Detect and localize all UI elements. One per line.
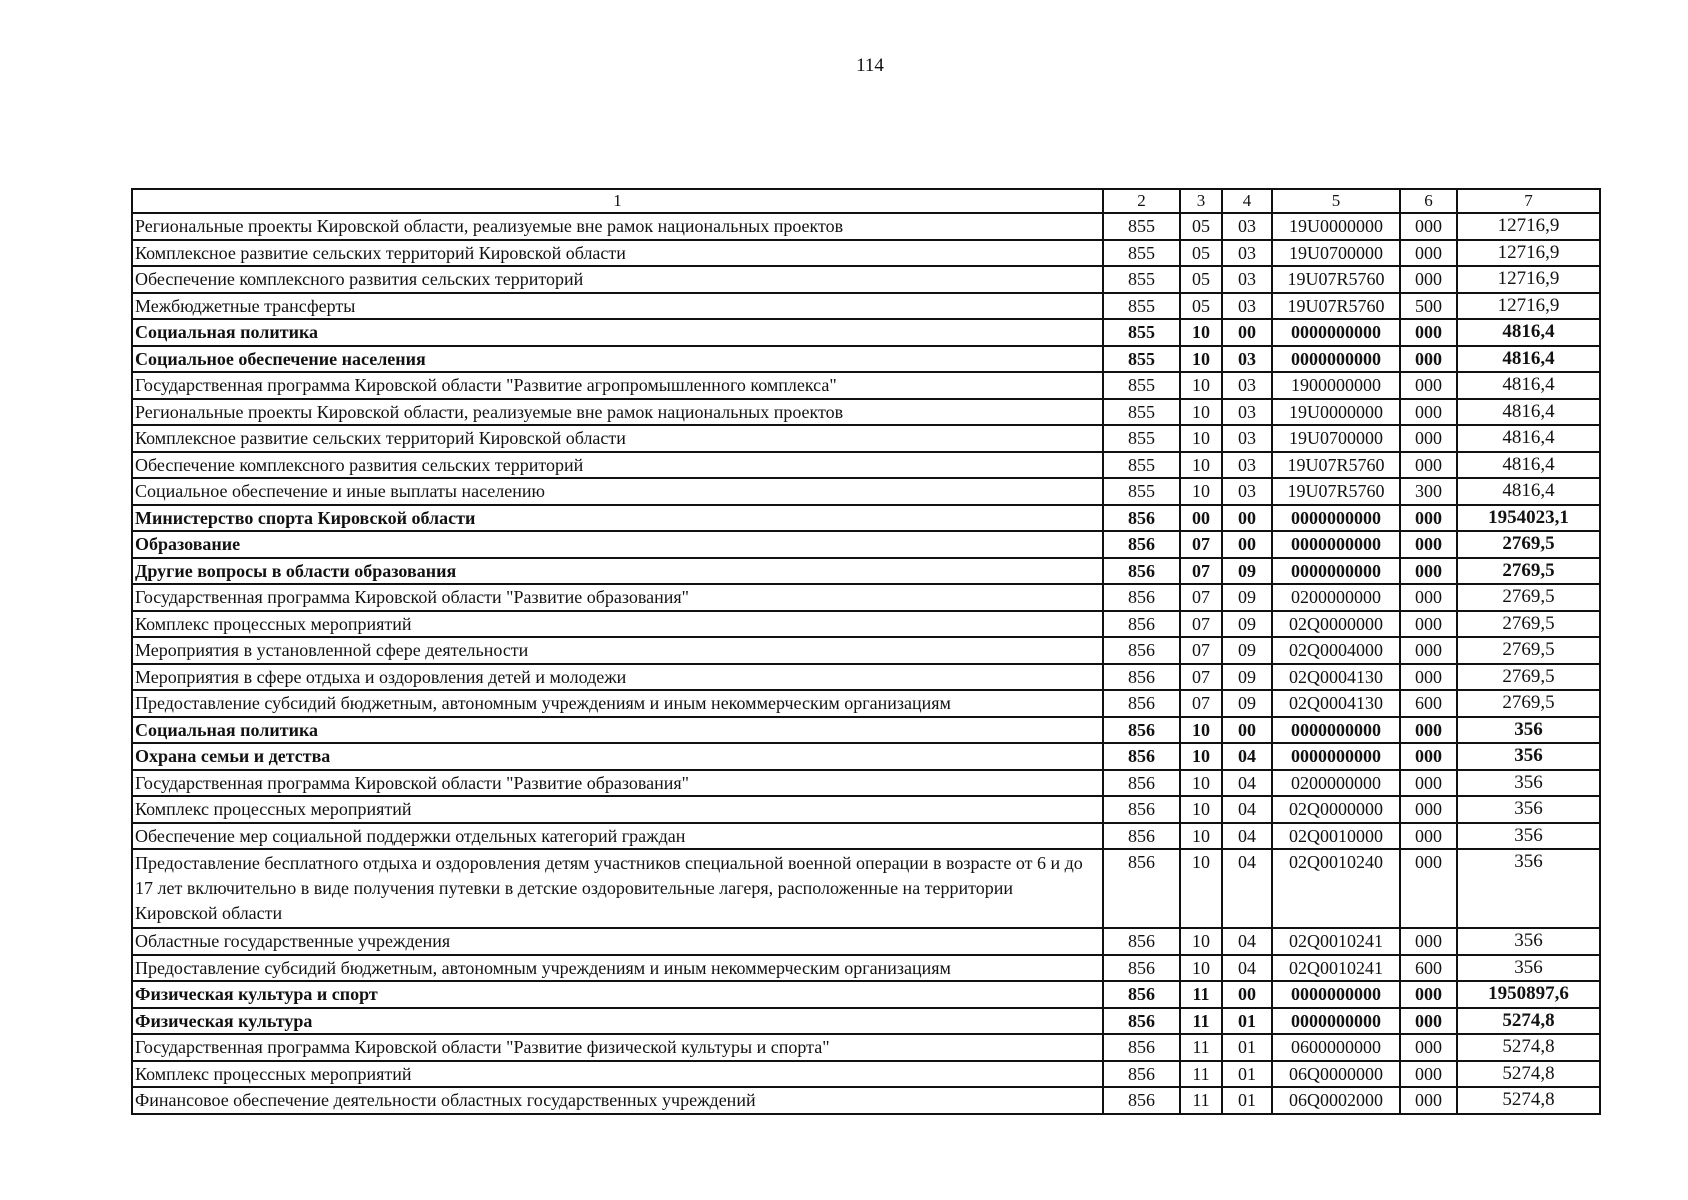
row-col-5: 02Q0010241	[1272, 955, 1400, 982]
table-row	[132, 425, 1600, 452]
row-col-4: 04	[1222, 743, 1272, 770]
row-name: Мероприятия в установленной сфере деятельности	[132, 637, 1103, 664]
row-col-5: 0000000000	[1272, 346, 1400, 373]
row-amount: 5274,8	[1457, 1061, 1600, 1088]
row-col-4: 09	[1222, 664, 1272, 691]
row-name: Физическая культура	[132, 1008, 1103, 1035]
row-col-6: 000	[1400, 452, 1457, 479]
row-col-6: 000	[1400, 319, 1457, 346]
row-amount: 2769,5	[1457, 690, 1600, 717]
row-col-4: 03	[1222, 346, 1272, 373]
table-row	[132, 399, 1600, 426]
row-col-4: 03	[1222, 452, 1272, 479]
row-col-5: 02Q0010240	[1272, 849, 1400, 928]
row-col-5: 0200000000	[1272, 770, 1400, 797]
row-col-2: 856	[1103, 1061, 1180, 1088]
row-col-6: 000	[1400, 558, 1457, 585]
row-col-6: 000	[1400, 770, 1457, 797]
row-name: Комплекс процессных мероприятий	[132, 1061, 1103, 1088]
header-col-7: 7	[1457, 189, 1600, 213]
header-col-6: 6	[1400, 189, 1457, 213]
row-col-6: 000	[1400, 266, 1457, 293]
row-col-4: 03	[1222, 372, 1272, 399]
row-col-4: 01	[1222, 1008, 1272, 1035]
row-col-5: 19U07R5760	[1272, 478, 1400, 505]
table-row	[132, 558, 1600, 585]
row-col-4: 00	[1222, 717, 1272, 744]
row-col-6: 000	[1400, 240, 1457, 267]
row-name: Региональные проекты Кировской области, реализуемые вне рамок национальных проектов	[132, 399, 1103, 426]
table-row	[132, 240, 1600, 267]
row-col-2: 855	[1103, 452, 1180, 479]
table-row	[132, 531, 1600, 558]
row-col-4: 01	[1222, 1034, 1272, 1061]
row-amount: 4816,4	[1457, 399, 1600, 426]
row-col-4: 00	[1222, 505, 1272, 532]
row-name: Межбюджетные трансферты	[132, 293, 1103, 320]
row-col-6: 000	[1400, 1008, 1457, 1035]
row-name: Финансовое обеспечение деятельности областных государственных учреждений	[132, 1087, 1103, 1114]
row-amount: 2769,5	[1457, 637, 1600, 664]
row-amount: 356	[1457, 796, 1600, 823]
row-col-4: 04	[1222, 955, 1272, 982]
row-col-3: 00	[1180, 505, 1222, 532]
table-row	[132, 478, 1600, 505]
row-name: Комплексное развитие сельских территорий Кировской области	[132, 240, 1103, 267]
table-row	[132, 266, 1600, 293]
row-col-3: 07	[1180, 558, 1222, 585]
row-col-6: 000	[1400, 717, 1457, 744]
row-amount: 4816,4	[1457, 372, 1600, 399]
row-col-4: 04	[1222, 796, 1272, 823]
row-col-2: 856	[1103, 796, 1180, 823]
row-col-2: 855	[1103, 293, 1180, 320]
row-col-6: 000	[1400, 849, 1457, 928]
row-amount: 356	[1457, 928, 1600, 955]
table-row	[132, 1087, 1600, 1114]
page-number: 114	[856, 55, 884, 76]
header-col-2: 2	[1103, 189, 1180, 213]
row-col-3: 07	[1180, 690, 1222, 717]
row-amount: 1950897,6	[1457, 981, 1600, 1008]
row-name: Социальная политика	[132, 717, 1103, 744]
table-row	[132, 293, 1600, 320]
row-col-2: 856	[1103, 743, 1180, 770]
row-col-6: 500	[1400, 293, 1457, 320]
row-amount: 356	[1457, 849, 1600, 928]
row-col-5: 0600000000	[1272, 1034, 1400, 1061]
row-col-5: 02Q0010000	[1272, 823, 1400, 850]
table-row	[132, 372, 1600, 399]
row-amount: 2769,5	[1457, 558, 1600, 585]
row-col-5: 0000000000	[1272, 531, 1400, 558]
row-col-2: 856	[1103, 1008, 1180, 1035]
table-row	[132, 637, 1600, 664]
row-col-5: 19U07R5760	[1272, 452, 1400, 479]
table-row	[132, 1061, 1600, 1088]
row-col-2: 855	[1103, 319, 1180, 346]
row-col-3: 10	[1180, 770, 1222, 797]
row-col-4: 03	[1222, 293, 1272, 320]
row-col-5: 19U0000000	[1272, 213, 1400, 240]
table-row	[132, 213, 1600, 240]
row-col-2: 856	[1103, 584, 1180, 611]
row-amount: 4816,4	[1457, 425, 1600, 452]
row-col-5: 19U07R5760	[1272, 266, 1400, 293]
row-col-4: 03	[1222, 399, 1272, 426]
row-col-2: 856	[1103, 637, 1180, 664]
row-col-4: 09	[1222, 611, 1272, 638]
row-col-5: 02Q0004130	[1272, 690, 1400, 717]
table-row	[132, 505, 1600, 532]
row-col-3: 10	[1180, 796, 1222, 823]
row-col-3: 10	[1180, 399, 1222, 426]
row-col-5: 0000000000	[1272, 505, 1400, 532]
row-col-3: 07	[1180, 584, 1222, 611]
row-name: Предоставление бесплатного отдыха и оздоровления детям участников специальной военной операции в возрасте от 6 и до 17 лет включительно в виде получения путевки в детские оздоровительные лагеря, расположенные на территории Кировской области	[132, 849, 1103, 928]
row-col-2: 856	[1103, 558, 1180, 585]
row-name: Предоставление субсидий бюджетным, автономным учреждениям и иным некоммерческим организациям	[132, 690, 1103, 717]
row-col-5: 0000000000	[1272, 717, 1400, 744]
row-col-2: 855	[1103, 399, 1180, 426]
table-row	[132, 955, 1600, 982]
row-name: Обеспечение мер социальной поддержки отдельных категорий граждан	[132, 823, 1103, 850]
row-col-3: 07	[1180, 531, 1222, 558]
row-name: Обеспечение комплексного развития сельских территорий	[132, 452, 1103, 479]
row-name: Мероприятия в сфере отдыха и оздоровления детей и молодежи	[132, 664, 1103, 691]
table-row	[132, 319, 1600, 346]
row-col-2: 855	[1103, 240, 1180, 267]
row-col-4: 03	[1222, 266, 1272, 293]
row-col-2: 855	[1103, 213, 1180, 240]
table-row	[132, 584, 1600, 611]
row-amount: 2769,5	[1457, 611, 1600, 638]
row-name: Комплекс процессных мероприятий	[132, 611, 1103, 638]
row-col-4: 04	[1222, 770, 1272, 797]
row-amount: 4816,4	[1457, 346, 1600, 373]
row-col-4: 00	[1222, 981, 1272, 1008]
row-name: Физическая культура и спорт	[132, 981, 1103, 1008]
row-amount: 12716,9	[1457, 293, 1600, 320]
header-col-5: 5	[1272, 189, 1400, 213]
row-col-4: 03	[1222, 478, 1272, 505]
row-amount: 12716,9	[1457, 213, 1600, 240]
row-col-3: 10	[1180, 372, 1222, 399]
table-row	[132, 664, 1600, 691]
row-col-4: 00	[1222, 531, 1272, 558]
row-amount: 4816,4	[1457, 478, 1600, 505]
row-col-6: 000	[1400, 1034, 1457, 1061]
row-col-4: 04	[1222, 928, 1272, 955]
row-amount: 1954023,1	[1457, 505, 1600, 532]
header-col-3: 3	[1180, 189, 1222, 213]
row-col-5: 0000000000	[1272, 558, 1400, 585]
row-col-3: 07	[1180, 664, 1222, 691]
row-col-4: 09	[1222, 637, 1272, 664]
row-col-6: 000	[1400, 743, 1457, 770]
row-col-5: 0000000000	[1272, 1008, 1400, 1035]
row-col-5: 02Q0004000	[1272, 637, 1400, 664]
header-col-1: 1	[132, 189, 1103, 213]
row-name: Социальное обеспечение населения	[132, 346, 1103, 373]
row-name: Предоставление субсидий бюджетным, автономным учреждениям и иным некоммерческим организациям	[132, 955, 1103, 982]
row-col-2: 856	[1103, 531, 1180, 558]
row-col-6: 000	[1400, 1061, 1457, 1088]
row-col-3: 07	[1180, 611, 1222, 638]
budget-table	[131, 188, 1601, 1115]
row-col-2: 856	[1103, 981, 1180, 1008]
row-col-6: 300	[1400, 478, 1457, 505]
header-row	[132, 189, 1600, 213]
row-name: Региональные проекты Кировской области, реализуемые вне рамок национальных проектов	[132, 213, 1103, 240]
row-amount: 356	[1457, 770, 1600, 797]
row-col-3: 10	[1180, 928, 1222, 955]
row-col-5: 1900000000	[1272, 372, 1400, 399]
row-col-4: 09	[1222, 558, 1272, 585]
row-col-4: 03	[1222, 213, 1272, 240]
row-col-6: 000	[1400, 213, 1457, 240]
row-col-2: 856	[1103, 1087, 1180, 1114]
row-col-2: 855	[1103, 478, 1180, 505]
row-amount: 2769,5	[1457, 531, 1600, 558]
row-col-5: 02Q0000000	[1272, 611, 1400, 638]
row-amount: 12716,9	[1457, 240, 1600, 267]
table-row	[132, 981, 1600, 1008]
row-col-4: 09	[1222, 690, 1272, 717]
row-col-6: 000	[1400, 637, 1457, 664]
row-name: Социальное обеспечение и иные выплаты населению	[132, 478, 1103, 505]
table-row	[132, 611, 1600, 638]
row-col-6: 000	[1400, 664, 1457, 691]
row-col-6: 000	[1400, 611, 1457, 638]
row-col-5: 19U0000000	[1272, 399, 1400, 426]
row-col-3: 11	[1180, 1087, 1222, 1114]
row-col-2: 855	[1103, 372, 1180, 399]
row-col-2: 856	[1103, 1034, 1180, 1061]
row-col-3: 11	[1180, 1061, 1222, 1088]
row-name: Комплекс процессных мероприятий	[132, 796, 1103, 823]
row-col-2: 855	[1103, 425, 1180, 452]
row-col-6: 000	[1400, 823, 1457, 850]
row-name: Образование	[132, 531, 1103, 558]
row-col-2: 856	[1103, 611, 1180, 638]
row-col-4: 09	[1222, 584, 1272, 611]
table-row	[132, 690, 1600, 717]
row-col-2: 856	[1103, 717, 1180, 744]
row-name: Областные государственные учреждения	[132, 928, 1103, 955]
row-name: Обеспечение комплексного развития сельских территорий	[132, 266, 1103, 293]
row-name: Министерство спорта Кировской области	[132, 505, 1103, 532]
row-col-6: 000	[1400, 584, 1457, 611]
row-amount: 356	[1457, 823, 1600, 850]
row-col-3: 10	[1180, 319, 1222, 346]
table-row	[132, 928, 1600, 955]
row-col-3: 10	[1180, 425, 1222, 452]
table-row	[132, 849, 1600, 928]
row-col-5: 02Q0000000	[1272, 796, 1400, 823]
row-name: Охрана семьи и детства	[132, 743, 1103, 770]
row-amount: 12716,9	[1457, 266, 1600, 293]
row-col-3: 05	[1180, 266, 1222, 293]
row-col-4: 01	[1222, 1061, 1272, 1088]
row-col-6: 000	[1400, 399, 1457, 426]
table-row	[132, 743, 1600, 770]
row-col-4: 04	[1222, 849, 1272, 928]
row-name: Социальная политика	[132, 319, 1103, 346]
row-amount: 5274,8	[1457, 1034, 1600, 1061]
row-col-6: 000	[1400, 928, 1457, 955]
row-col-5: 02Q0004130	[1272, 664, 1400, 691]
row-col-2: 856	[1103, 770, 1180, 797]
row-col-3: 10	[1180, 452, 1222, 479]
row-col-3: 11	[1180, 1008, 1222, 1035]
row-amount: 5274,8	[1457, 1008, 1600, 1035]
row-col-2: 856	[1103, 849, 1180, 928]
row-col-3: 10	[1180, 478, 1222, 505]
row-col-5: 19U07R5760	[1272, 293, 1400, 320]
row-col-6: 000	[1400, 981, 1457, 1008]
table-row	[132, 452, 1600, 479]
row-col-5: 0200000000	[1272, 584, 1400, 611]
row-col-4: 03	[1222, 240, 1272, 267]
row-col-6: 000	[1400, 346, 1457, 373]
row-col-6: 000	[1400, 505, 1457, 532]
row-amount: 5274,8	[1457, 1087, 1600, 1114]
row-col-3: 11	[1180, 1034, 1222, 1061]
row-name: Другие вопросы в области образования	[132, 558, 1103, 585]
row-name: Государственная программа Кировской области "Развитие образования"	[132, 584, 1103, 611]
row-col-5: 0000000000	[1272, 319, 1400, 346]
row-col-3: 05	[1180, 213, 1222, 240]
row-col-5: 06Q0002000	[1272, 1087, 1400, 1114]
row-amount: 356	[1457, 955, 1600, 982]
row-col-3: 10	[1180, 849, 1222, 928]
row-name: Комплексное развитие сельских территорий Кировской области	[132, 425, 1103, 452]
row-col-5: 06Q0000000	[1272, 1061, 1400, 1088]
row-col-4: 04	[1222, 823, 1272, 850]
row-name: Государственная программа Кировской области "Развитие агропромышленного комплекса"	[132, 372, 1103, 399]
row-col-6: 000	[1400, 796, 1457, 823]
row-col-6: 000	[1400, 372, 1457, 399]
row-col-5: 0000000000	[1272, 981, 1400, 1008]
row-col-2: 856	[1103, 928, 1180, 955]
row-col-4: 03	[1222, 425, 1272, 452]
row-col-3: 10	[1180, 955, 1222, 982]
header-col-4: 4	[1222, 189, 1272, 213]
row-col-6: 000	[1400, 425, 1457, 452]
row-col-6: 000	[1400, 531, 1457, 558]
row-name: Государственная программа Кировской области "Развитие образования"	[132, 770, 1103, 797]
row-col-3: 10	[1180, 743, 1222, 770]
row-col-5: 02Q0010241	[1272, 928, 1400, 955]
row-col-2: 856	[1103, 664, 1180, 691]
row-col-3: 10	[1180, 823, 1222, 850]
row-col-2: 856	[1103, 823, 1180, 850]
row-col-6: 000	[1400, 1087, 1457, 1114]
row-col-3: 05	[1180, 293, 1222, 320]
row-col-5: 19U0700000	[1272, 240, 1400, 267]
row-col-6: 600	[1400, 690, 1457, 717]
row-col-6: 600	[1400, 955, 1457, 982]
row-amount: 356	[1457, 743, 1600, 770]
row-amount: 4816,4	[1457, 452, 1600, 479]
row-col-3: 05	[1180, 240, 1222, 267]
row-amount: 4816,4	[1457, 319, 1600, 346]
table-header	[132, 189, 1600, 213]
row-col-3: 07	[1180, 637, 1222, 664]
table-row	[132, 346, 1600, 373]
row-col-3: 10	[1180, 346, 1222, 373]
table-row	[132, 1034, 1600, 1061]
table-row	[132, 1008, 1600, 1035]
table-row	[132, 823, 1600, 850]
row-col-5: 0000000000	[1272, 743, 1400, 770]
row-col-2: 856	[1103, 955, 1180, 982]
row-amount: 356	[1457, 717, 1600, 744]
row-col-3: 11	[1180, 981, 1222, 1008]
row-col-5: 19U0700000	[1272, 425, 1400, 452]
row-col-2: 856	[1103, 505, 1180, 532]
row-amount: 2769,5	[1457, 584, 1600, 611]
row-col-2: 855	[1103, 346, 1180, 373]
row-col-4: 01	[1222, 1087, 1272, 1114]
table-row	[132, 796, 1600, 823]
row-col-3: 10	[1180, 717, 1222, 744]
row-amount: 2769,5	[1457, 664, 1600, 691]
row-name: Государственная программа Кировской области "Развитие физической культуры и спорта"	[132, 1034, 1103, 1061]
row-col-4: 00	[1222, 319, 1272, 346]
table-body	[132, 213, 1600, 1114]
table-row	[132, 717, 1600, 744]
table-row	[132, 770, 1600, 797]
row-col-2: 856	[1103, 690, 1180, 717]
row-col-2: 855	[1103, 266, 1180, 293]
